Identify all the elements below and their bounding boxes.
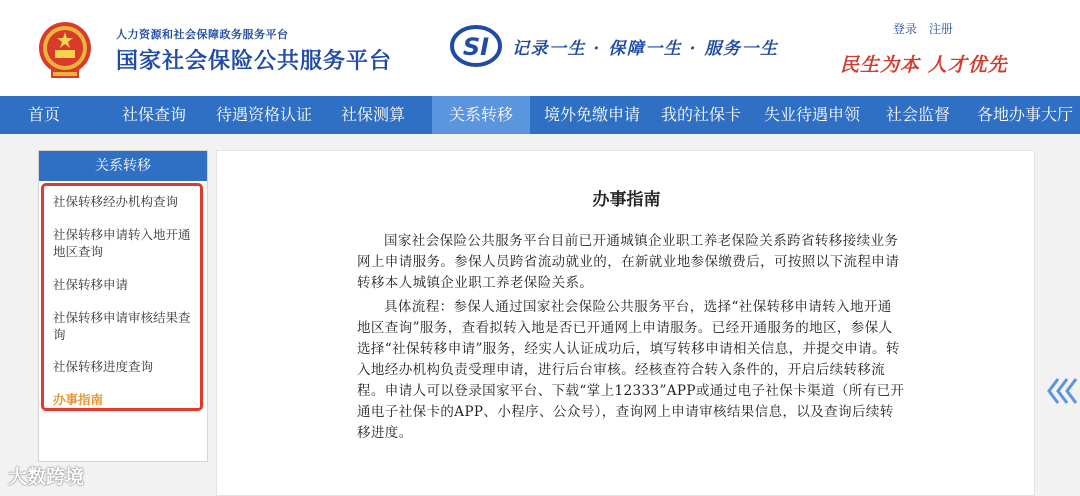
guide-paragraph-intro: 国家社会保险公共服务平台目前已开通城镇企业职工养老保险关系跨省转移接续业务网上申请服务。参保人员跨省流动就业的，在新就业地参保缴费后，可按照以下流程申请转移本人城镇企业职工养老保险关系。: [357, 233, 900, 291]
login-link[interactable]: 登录: [893, 22, 918, 36]
nav-item-social-security-query[interactable]: 社保查询: [121, 105, 186, 124]
nav-item-home[interactable]: 首页: [27, 105, 60, 124]
nav-item-unemployment-benefits[interactable]: 失业待遇申领: [763, 105, 860, 124]
highlight-box: [41, 183, 203, 411]
register-link[interactable]: 注册: [928, 22, 953, 36]
sidebar-item-transfer-application[interactable]: 社保转移申请: [53, 277, 129, 292]
page-title: 办事指南: [592, 190, 661, 210]
guide-paragraph-process: 具体流程：参保人通过国家社会保险公共服务平台，选择“社保转移申请转入地开通地区查询”服务，查看拟转入地是否已开通网上申请服务。已经开通服务的地区，参保人选择“社保转移申请”服务，经实人认证成功后，填写转移申请相关信息，并提交申请。转入地经办机构负责受理申请，进行后台审核。经核查符合转入条件的，开启后续转移流程。申请人可以登录国家平台、下载“掌上12333”APP或通过电子社保卡渠道（所有已开通电子社保卡的APP、小程序、公众号），查询网上申请审核结果信息，以及查询后续转移进度。: [357, 299, 905, 441]
national-emblem-icon: [36, 20, 94, 82]
sidebar-title: 关系转移: [39, 151, 207, 181]
sidebar-item-region-query[interactable]: 社保转移申请转入地开通地区查询: [53, 227, 191, 259]
site-title[interactable]: 国家社会保险公共服务平台: [116, 48, 393, 74]
sidebar: [38, 150, 208, 462]
nav-item-overseas-exemption[interactable]: 境外免缴申请: [543, 105, 640, 124]
slogan: 记录一生 · 保障一生 · 服务一生: [512, 39, 779, 59]
nav-item-social-supervision[interactable]: 社会监督: [885, 105, 950, 124]
guide-panel: [216, 150, 1035, 496]
sidebar-item-agency-query[interactable]: 社保转移经办机构查询: [53, 194, 179, 209]
collapse-double-chevron-icon[interactable]: [1046, 376, 1080, 406]
nav-item-qualification-certification[interactable]: 待遇资格认证: [215, 105, 312, 124]
si-logo-text: SI: [462, 33, 490, 61]
watermark: 大数跨境: [8, 466, 85, 488]
motto: 民生为本 人才优先: [840, 54, 1008, 76]
nav-item-calculation[interactable]: 社保测算: [340, 105, 405, 124]
nav-item-relationship-transfer[interactable]: 关系转移: [432, 96, 530, 134]
auth-links: [893, 20, 961, 37]
sidebar-item-review-result-query[interactable]: 社保转移申请审核结果查询: [53, 310, 191, 342]
sidebar-item-progress-query[interactable]: 社保转移进度查询: [53, 359, 154, 374]
org-subtitle: 人力资源和社会保障政务服务平台: [116, 28, 289, 41]
nav-item-my-card[interactable]: 我的社保卡: [660, 105, 741, 124]
social-insurance-logo-icon: [450, 24, 502, 68]
nav-item-local-service-halls[interactable]: 各地办事大厅: [976, 105, 1073, 124]
main-nav: [0, 96, 1080, 134]
sidebar-item-service-guide[interactable]: 办事指南: [53, 392, 104, 407]
site-header: [0, 0, 1080, 96]
